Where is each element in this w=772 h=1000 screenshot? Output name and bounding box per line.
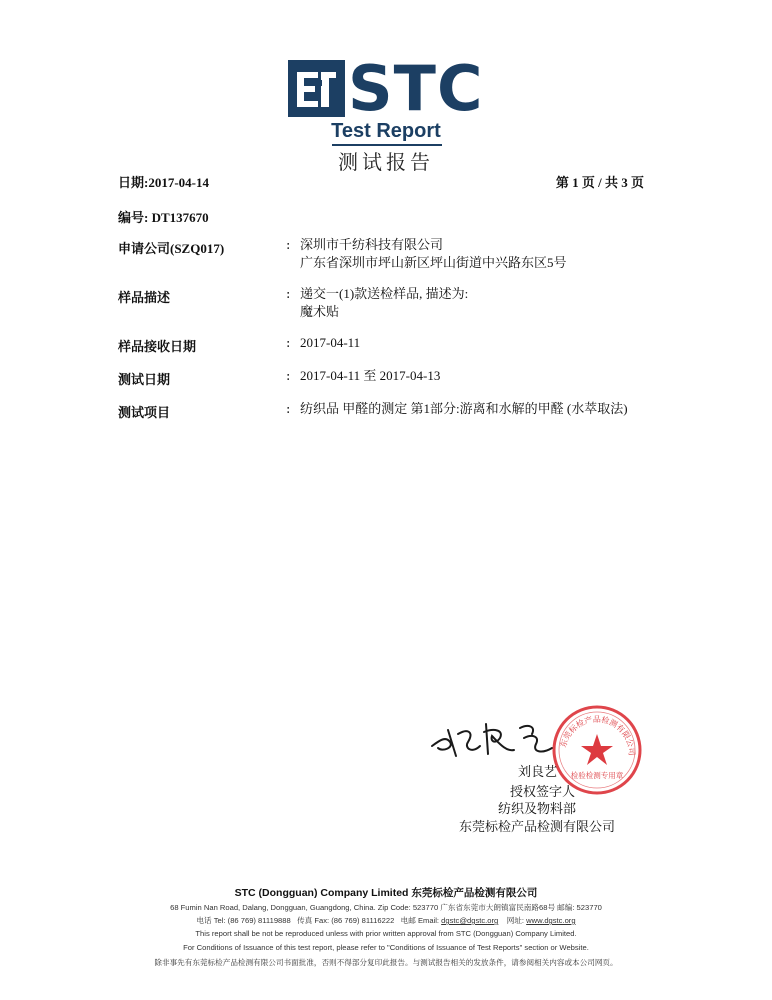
footer-notice-conditions: For Conditions of Issuance of this test report, please refer to "Conditions of Issuance of Test Reports" section or Website. xyxy=(183,943,589,952)
footer-web-label: 网址: xyxy=(506,916,525,925)
test-item-value: 纺织品 甲醛的测定 第1部分:游离和水解的甲醛 (水萃取法) xyxy=(300,401,628,416)
logo-text: STC xyxy=(348,52,484,125)
test-item-colon: : xyxy=(286,402,291,417)
stc-logo-mark-icon xyxy=(288,60,345,117)
signer-role: 授权签字人 xyxy=(510,785,576,800)
footer-web-link[interactable]: www.dgstc.org xyxy=(526,916,576,925)
report-date: 日期:2017-04-14 xyxy=(118,175,209,190)
applicant-company: 深圳市千纺科技有限公司 xyxy=(300,237,444,252)
applicant-address: 广东省深圳市坪山新区坪山街道中兴路东区5号 xyxy=(300,255,567,270)
receive-date-colon: : xyxy=(286,336,291,351)
applicant-value xyxy=(300,236,567,272)
footer-address: 68 Fumin Nan Road, Dalang, Dongguan, Guangdong, China. Zip Code: 523770 广东省东莞市大朗镇富民南路68号 邮编: 523770 xyxy=(170,903,602,912)
applicant-colon: : xyxy=(286,238,291,253)
stc-logo xyxy=(288,52,488,125)
svg-text:检验检测专用章: 检验检测专用章 xyxy=(570,771,624,780)
footer-company: STC (Dongguan) Company Limited 东莞标检产品检测有限公司 xyxy=(234,887,538,899)
footer-notice-cn: 除非事先有东莞标检产品检测有限公司书面批准，否则不得部分复印此报告。与测试报告相关的发放条件，请参阅相关内容或本公司网页。 xyxy=(154,958,618,967)
report-number: 编号: DT137670 xyxy=(118,210,209,225)
applicant-label: 申请公司(SZQ017) xyxy=(118,241,225,256)
svg-text:东莞标检产品检测有限公司: 东莞标检产品检测有限公司 xyxy=(558,714,637,756)
report-title-cn: 测试报告 xyxy=(338,150,434,174)
footer-email-link[interactable]: dgstc@dgstc.org xyxy=(441,916,499,925)
report-title-en: Test Report xyxy=(331,120,441,142)
sample-description-colon: : xyxy=(286,287,291,302)
test-item-label: 测试项目 xyxy=(118,405,171,420)
footer-tel: 电话 Tel: (86 769) 81119888 xyxy=(196,916,291,925)
test-date-label: 测试日期 xyxy=(118,372,171,387)
test-date-value: 2017-04-11 至 2017-04-13 xyxy=(300,368,441,383)
footer-notice-reproduction: This report shall be not be reproduced unless with prior written approval from STC (Dongguan) Company Limited. xyxy=(195,929,577,938)
receive-date-value: 2017-04-11 xyxy=(300,335,361,350)
handwritten-signature xyxy=(428,712,558,766)
signer-department: 纺织及物料部 xyxy=(498,802,577,817)
test-date-colon: : xyxy=(286,369,291,384)
footer-contact xyxy=(0,915,772,926)
sample-description-label: 样品描述 xyxy=(118,290,171,305)
receive-date-label: 样品接收日期 xyxy=(118,339,197,354)
sample-description-value xyxy=(300,285,468,321)
signer-name: 刘良艺 xyxy=(518,765,558,780)
footer-fax: 传真 Fax: (86 769) 81116222 xyxy=(297,916,395,925)
sample-description-line2: 魔术贴 xyxy=(300,304,340,319)
sample-description-line1: 递交一(1)款送检样品, 描述为: xyxy=(300,286,469,301)
page-indicator: 第 1 页 / 共 3 页 xyxy=(555,175,644,190)
signer-company: 东莞标检产品检测有限公司 xyxy=(459,820,616,835)
footer-email-label: 电邮 Email: xyxy=(400,916,440,925)
